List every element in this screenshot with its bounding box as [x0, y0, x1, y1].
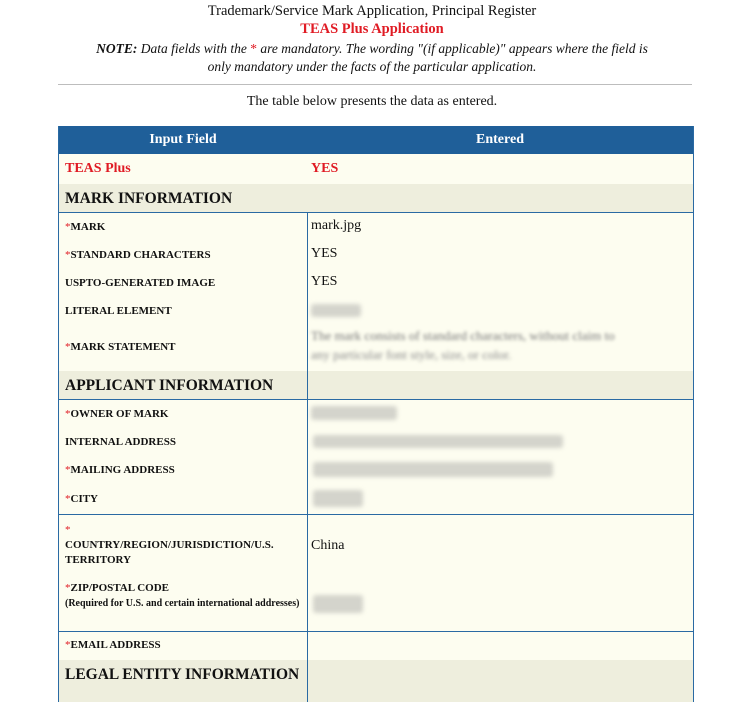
mailing-address-row: [59, 456, 693, 484]
zip-label: *ZIP/POSTAL CODE (Required for U.S. and certain international addresses): [65, 582, 300, 609]
section-title: LEGAL ENTITY INFORMATION: [65, 666, 300, 683]
teas-plus-label: TEAS Plus: [65, 161, 131, 176]
owner-row: [59, 400, 693, 428]
uspto-image-value: YES: [311, 274, 338, 289]
owner-label: *OWNER OF MARK: [65, 408, 169, 420]
uspto-image-label: USPTO-GENERATED IMAGE: [65, 277, 216, 289]
note-text-3: only mandatory under the facts of the particular application.: [207, 59, 537, 74]
uspto-image-row: [59, 269, 693, 297]
internal-address-label: INTERNAL ADDRESS: [65, 436, 176, 448]
mark-row: [59, 213, 693, 241]
mandatory-note: [0, 40, 744, 76]
redacted-value: [313, 435, 563, 448]
standard-characters-label: *STANDARD CHARACTERS: [65, 249, 211, 261]
teas-plus-row: [59, 154, 693, 184]
section-title: APPLICANT INFORMATION: [65, 377, 274, 394]
data-table: [58, 126, 694, 702]
redacted-value: [313, 490, 363, 507]
col-input-field: Input Field: [149, 132, 217, 147]
mark-statement-row: [59, 325, 693, 371]
teas-plus-value: YES: [311, 161, 339, 176]
mark-label: *MARK: [65, 221, 106, 233]
redacted-value: [313, 462, 553, 477]
header-divider: [58, 84, 692, 85]
mark-statement-line-2: any particular font style, size, or color.: [311, 347, 512, 362]
mark-statement-label: *MARK STATEMENT: [65, 341, 176, 353]
redacted-value: [311, 304, 361, 317]
zip-note: (Required for U.S. and certain international addresses): [65, 598, 300, 609]
country-label: * COUNTRY/REGION/JURISDICTION/U.S. TERRITORY: [65, 524, 274, 566]
zip-row: [59, 581, 693, 631]
document-title: Trademark/Service Mark Application, Principal Register: [207, 3, 537, 19]
city-row: [59, 484, 693, 514]
redacted-value: [311, 406, 397, 420]
note-label: NOTE:: [96, 41, 138, 56]
literal-element-label: LITERAL ELEMENT: [65, 305, 172, 317]
city-label: *CITY: [65, 493, 99, 505]
section-mark-information: [59, 184, 693, 212]
mailing-address-label: *MAILING ADDRESS: [65, 464, 175, 476]
literal-element-row: [59, 297, 693, 325]
internal-address-row: [59, 428, 693, 456]
col-entered: Entered: [476, 132, 524, 147]
country-value: China: [311, 538, 345, 553]
table-caption: The table below presents the data as entered.: [246, 94, 498, 109]
table-header: [59, 126, 693, 154]
document-subtitle: TEAS Plus Application: [300, 21, 444, 37]
note-text-1: Data fields with the: [140, 41, 247, 56]
email-row: [59, 632, 693, 660]
column-divider: [307, 212, 308, 702]
redacted-value: [313, 595, 363, 613]
email-label: *EMAIL ADDRESS: [65, 639, 161, 651]
note-star: *: [250, 41, 258, 56]
mark-statement-line-1: The mark consists of standard characters, without claim to: [311, 328, 615, 343]
country-row: [59, 515, 693, 581]
section-title: MARK INFORMATION: [65, 190, 233, 207]
section-applicant-information: [59, 371, 693, 399]
note-text-2: are mandatory. The wording "(if applicable)" appears where the field is: [260, 41, 648, 56]
standard-characters-row: [59, 241, 693, 269]
mark-value: mark.jpg: [311, 218, 362, 233]
standard-characters-value: YES: [311, 246, 338, 261]
section-legal-entity-information: [59, 660, 693, 702]
